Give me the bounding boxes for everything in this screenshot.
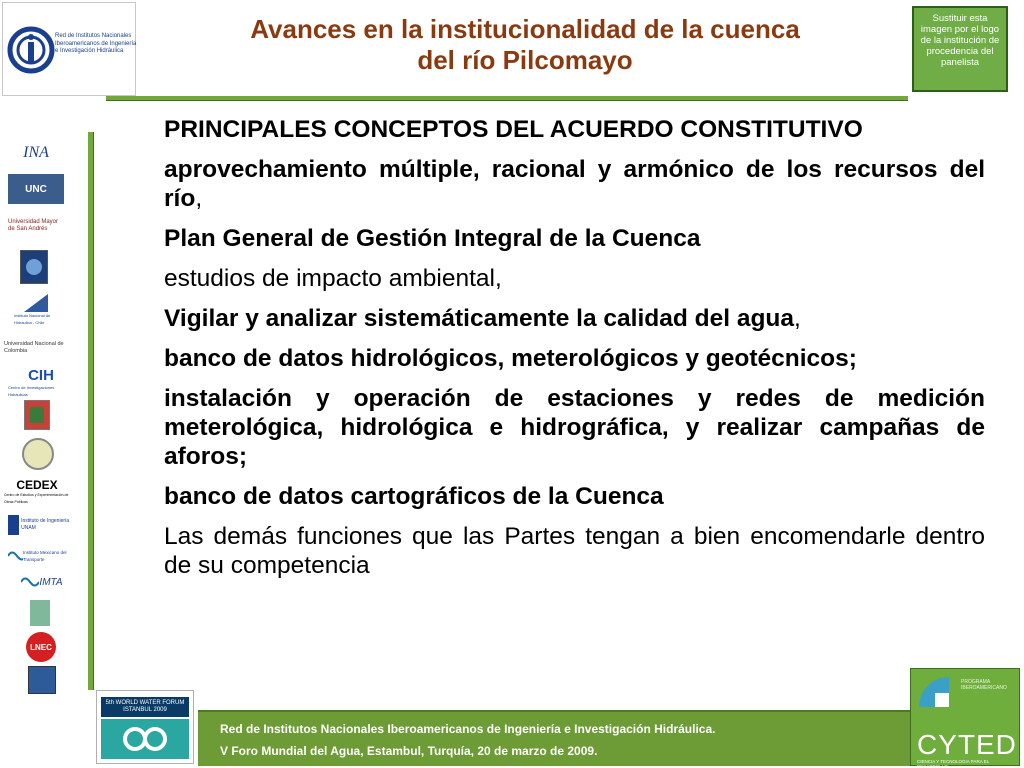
cyted-name: CYTED bbox=[917, 729, 1017, 760]
inh-logo bbox=[14, 290, 58, 330]
title-divider bbox=[106, 96, 908, 101]
unam-mark-icon bbox=[8, 515, 19, 535]
cyted-logo bbox=[910, 668, 1020, 766]
unc-logo-text: UNC bbox=[25, 183, 47, 195]
concept-item-4 bbox=[164, 304, 985, 333]
footer-bar bbox=[198, 710, 910, 766]
imt-logo bbox=[8, 544, 78, 568]
cih-logo bbox=[8, 366, 74, 398]
umsa-logo-text: Universidad Mayor de San Andrés bbox=[8, 219, 59, 232]
shield-logo bbox=[24, 400, 50, 430]
concept-item-5: banco de datos hidrológicos, meterológicos y geotécnicos; bbox=[164, 345, 857, 372]
round-emblem-logo bbox=[20, 436, 56, 472]
cedex-logo-subtext: Centro de Estudios y Experimentación de Obras Públicas bbox=[4, 493, 69, 504]
umsa-logo bbox=[8, 208, 64, 244]
concept-item-6: instalación y operación de estaciones y redes de medición meterológica, hidrológica e hidrográfica, y realizar campañas de aforos; bbox=[164, 385, 985, 470]
concept-item-1-text: aprovechamiento múltiple, racional y armónico de los recursos del río bbox=[164, 156, 985, 212]
footer-line-2: V Foro Mundial del Agua, Estambul, Turquía, 20 de marzo de 2009. bbox=[220, 744, 598, 758]
concept-item-4-text: Vigilar y analizar sistemáticamente la calidad del agua bbox=[164, 305, 795, 332]
blue-square-logo bbox=[28, 666, 56, 694]
concept-item-8: Las demás funciones que las Partes tengan a bien encomendarle dentro de su competencia bbox=[164, 523, 985, 579]
cih-logo-text: CIH bbox=[28, 366, 54, 384]
network-logo bbox=[2, 2, 136, 96]
imt-logo-text: Instituto Mexicano del Transporte bbox=[22, 550, 67, 562]
lnec-logo bbox=[26, 632, 56, 662]
unal-logo bbox=[4, 334, 70, 362]
unam-logo-text: Instituto de Ingeniería UNAM bbox=[21, 518, 70, 531]
network-emblem-icon bbox=[7, 11, 55, 89]
concept-item-1-tail: , bbox=[195, 185, 203, 212]
shield-icon bbox=[28, 405, 46, 425]
ina-logo-text: INA bbox=[23, 144, 49, 161]
unal-logo-text: Universidad Nacional de Colombia bbox=[4, 341, 64, 354]
wwf-logo-text: 5th WORLD WATER FORUM ISTANBUL 2009 bbox=[101, 697, 189, 717]
cyted-subtitle: CIENCIA Y TECNOLOGIA PARA EL DESARROLLO bbox=[917, 759, 990, 768]
placeholder-logo-note: Sustituir esta imagen por el logo de la institución de procedencia del panelista bbox=[912, 6, 1008, 92]
content-heading: PRINCIPALES CONCEPTOS DEL ACUERDO CONSTITUTIVO bbox=[164, 116, 863, 143]
unc-logo bbox=[8, 174, 64, 204]
network-logo-text: Red de Institutos Nacionales Iberoamericanos de Ingeniería e Investigación Hidráulica bbox=[55, 33, 137, 54]
concept-item-7: banco de datos cartográficos de la Cuenca bbox=[164, 483, 664, 510]
inh-mark-icon bbox=[24, 294, 48, 312]
concept-item-1 bbox=[164, 155, 985, 213]
slide-content bbox=[164, 115, 985, 591]
lnec-logo-text: LNEC bbox=[30, 642, 52, 652]
concept-item-4-tail: , bbox=[794, 305, 801, 332]
cih-logo-subtext: Centro de Investigaciones Hidráulicas bbox=[8, 384, 55, 397]
imt-wave-icon bbox=[8, 549, 23, 563]
green-emblem-logo bbox=[30, 600, 50, 626]
university-seal-logo bbox=[20, 250, 48, 284]
seal-icon bbox=[24, 255, 44, 279]
concept-item-3: estudios de impacto ambiental, bbox=[164, 265, 502, 292]
inh-logo-text: Instituto Nacional de Hidráulica - Chile bbox=[14, 313, 51, 325]
cedex-logo-text: CEDEX bbox=[16, 478, 58, 492]
slide-title-line2: del río Pilcomayo bbox=[417, 45, 633, 75]
cyted-mark-icon bbox=[919, 677, 949, 707]
footer-line-1: Red de Institutos Nacionales Iberoamericanos de Ingeniería e Investigación Hidráulica. bbox=[220, 722, 716, 736]
unam-logo bbox=[8, 512, 72, 538]
imta-wave-icon bbox=[21, 575, 39, 589]
cyted-program-text: PROGRAMA IBEROAMERICANO bbox=[961, 679, 1007, 691]
imta-logo bbox=[10, 570, 74, 594]
round-emblem-icon bbox=[21, 437, 55, 471]
concept-item-2: Plan General de Gestión Integral de la Cuenca bbox=[164, 225, 701, 252]
slide-title bbox=[150, 14, 900, 76]
cedex-logo bbox=[4, 476, 70, 508]
world-water-forum-logo bbox=[96, 690, 194, 764]
ina-logo bbox=[8, 136, 64, 170]
wwf-emblem-icon bbox=[101, 719, 189, 759]
left-accent-bar bbox=[88, 132, 94, 690]
imta-logo-text: IMTA bbox=[39, 576, 63, 588]
slide-title-line1: Avances en la institucionalidad de la cuenca bbox=[250, 14, 800, 44]
